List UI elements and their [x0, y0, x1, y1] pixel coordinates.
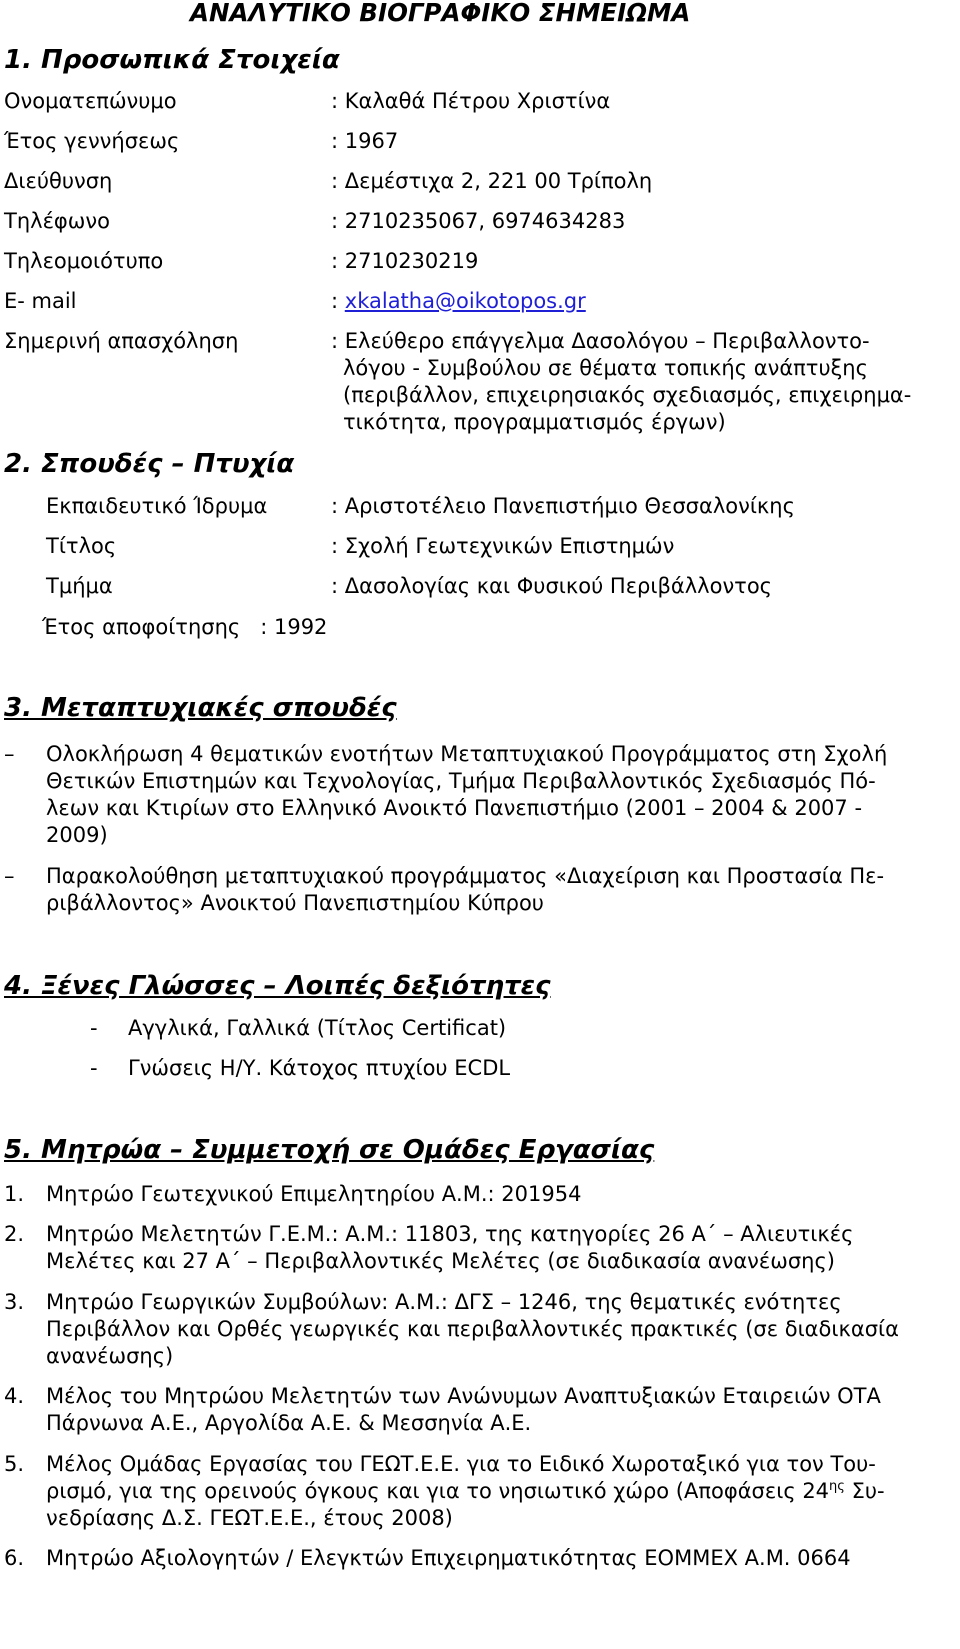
text-run: Συ- [844, 1479, 885, 1503]
list-item-text [46, 1383, 940, 1437]
email-prefix: : [331, 289, 345, 313]
text-line: ριβάλλοντος» Ανοικτού Πανεπιστημίου Κύπρου [46, 891, 544, 915]
email-link[interactable]: xkalatha@oikotopos.gr [344, 289, 586, 313]
field-label: Διεύθυνση [4, 169, 113, 193]
item-number: 2. [4, 1222, 25, 1246]
field-value [331, 288, 586, 315]
field-value [331, 328, 911, 436]
section-heading-registries [4, 1134, 654, 1166]
text-line: Περιβάλλον και Ορθές γεωργικές και περιβαλλοντικές πρακτικές (σε διαδικασία [46, 1317, 899, 1341]
item-number: 5. [4, 1452, 25, 1476]
text-line: Μητρώο Αξιολογητών / Ελεγκτών Επιχειρηματικότητας ΕΟΜΜΕΧ Α.Μ. 0664 [46, 1546, 851, 1570]
item-number: 6. [4, 1546, 25, 1570]
item-number: 4. [4, 1384, 25, 1408]
skill-text: Γνώσεις Η/Υ. Κάτοχος πτυχίου ECDL [128, 1056, 511, 1080]
text-line: Πάρνωνα Α.Ε., Αργολίδα Α.Ε. & Μεσσηνία Α.Ε. [46, 1411, 532, 1435]
list-item-text [46, 1181, 940, 1208]
occupation-line: : Ελεύθερο επάγγελμα Δασολόγου – Περιβαλλοντο- [331, 329, 870, 353]
field-label: Τηλέφωνο [4, 209, 110, 233]
dash-bullet: – [4, 742, 15, 766]
item-number: 3. [4, 1290, 25, 1314]
text-line: Ολοκλήρωση 4 θεματικών ενοτήτων Μεταπτυχιακού Προγράμματος στη Σχολή [46, 742, 888, 766]
list-item [4, 741, 940, 851]
section-heading-personal [4, 44, 340, 76]
section-heading-postgrad [4, 692, 397, 724]
field-value: : 2710235067, 6974634283 [331, 209, 626, 233]
list-item-text [46, 863, 936, 917]
text-line: Παρακολούθηση μεταπτυχιακού προγράμματος «Διαχείριση και Προστασία Πε- [46, 864, 885, 888]
section-heading-languages [4, 970, 551, 1002]
text-line: Μητρώο Γεωργικών Συμβούλων: Α.Μ.: ΔΓΣ – 1246, της θεματικές ενότητες [46, 1290, 842, 1314]
text-line: Μελέτες και 27 Α΄ – Περιβαλλοντικές Μελέτες (σε διαδικασία ανανέωσης) [46, 1249, 835, 1273]
dash-bullet: - [90, 1056, 98, 1080]
field-label: E- mail [4, 289, 77, 313]
skill-item [90, 1055, 510, 1082]
list-item-text [46, 1545, 940, 1572]
text-line: Μητρώο Μελετητών Γ.Ε.Μ.: Α.Μ.: 11803, της κατηγορίες 26 Α΄ – Αλιευτικές [46, 1222, 854, 1246]
list-item [4, 863, 940, 919]
field-label: Έτος γεννήσεως [4, 129, 180, 153]
field-label: Τμήμα [46, 574, 113, 598]
occupation-line: τικότητα, προγραμματισμός έργων) [343, 410, 726, 434]
text-line: λεων και Κτιρίων στο Ελληνικό Ανοικτό Πανεπιστήμιο (2001 – 2004 & 2007 - [46, 796, 863, 820]
text-line: ανανέωσης) [46, 1344, 174, 1368]
document-title: ΑΝΑΛΥΤΙΚΟ ΒΙΟΓΡΑΦΙΚΟ ΣΗΜΕΙΩΜΑ [190, 0, 691, 27]
field-label: Τηλεομοιότυπο [4, 249, 164, 273]
text-line: Μητρώο Γεωτεχνικού Επιμελητηρίου Α.Μ.: 201954 [46, 1182, 582, 1206]
field-label: Ονοματεπώνυμο [4, 89, 177, 113]
text-line: νεδρίασης Δ.Σ. ΓΕΩΤ.Ε.Ε., έτους 2008) [46, 1506, 453, 1530]
section-heading-text: 1. Προσωπικά Στοιχεία [4, 45, 340, 75]
skill-text: Αγγλικά, Γαλλικά (Τίτλος Certificat) [128, 1016, 507, 1040]
field-value: : 2710230219 [331, 249, 479, 273]
section-heading-text: 3. Μεταπτυχιακές σπουδές [4, 693, 397, 723]
skill-item [90, 1015, 506, 1042]
text-line: Θετικών Επιστημών και Τεχνολογίας, Τμήμα Περιβαλλοντικός Σχεδιασμός Πό- [46, 769, 876, 793]
dash-bullet: – [4, 864, 15, 888]
section-heading-text: 4. Ξένες Γλώσσες – Λοιπές δεξιότητες [4, 971, 551, 1001]
occupation-line: λόγου - Συμβούλου σε θέματα τοπικής ανάπτυξης [343, 356, 868, 380]
section-heading-studies [4, 448, 294, 480]
field-value: : Καλαθά Πέτρου Χριστίνα [331, 89, 611, 113]
text-line: Μέλος Ομάδας Εργασίας του ΓΕΩΤ.Ε.Ε. για το Ειδικό Χωροταξικό για τον Του- [46, 1452, 876, 1476]
text-line: Μέλος του Μητρώου Μελετητών των Ανώνυμων Αναπτυξιακών Εταιρειών ΟΤΑ [46, 1384, 881, 1408]
dash-bullet: - [90, 1016, 98, 1040]
field-value: : 1967 [331, 129, 399, 153]
text-run: ρισμό, για της ορεινούς όγκους και για το νησιωτικό χώρο (Αποφάσεις 24 [46, 1479, 830, 1503]
superscript: ης [829, 1479, 845, 1494]
field-label: Σημερινή απασχόληση [4, 329, 239, 353]
list-item-text [46, 1451, 940, 1532]
list-item-text [46, 1289, 940, 1370]
item-number: 1. [4, 1182, 25, 1206]
text-line [46, 1478, 940, 1505]
graduation-year: Έτος αποφοίτησης : 1992 [42, 615, 328, 639]
section-heading-text: 2. Σπουδές – Πτυχία [4, 449, 295, 479]
occupation-line: (περιβάλλον, επιχειρησιακός σχεδιασμός, επιχειρημα- [343, 383, 912, 407]
field-value: : Δασολογίας και Φυσικού Περιβάλλοντος [331, 574, 772, 598]
field-value: : Δεμέστιχα 2, 221 00 Τρίπολη [331, 169, 653, 193]
text-line: 2009) [46, 823, 108, 847]
field-value: : Σχολή Γεωτεχνικών Επιστημών [331, 534, 675, 558]
section-heading-text: 5. Μητρώα – Συμμετοχή σε Ομάδες Εργασίας [4, 1135, 655, 1165]
list-item-text [46, 741, 936, 849]
field-label: Τίτλος [46, 534, 117, 558]
field-label: Εκπαιδευτικό Ίδρυμα [46, 494, 268, 518]
field-value: : Αριστοτέλειο Πανεπιστήμιο Θεσσαλονίκης [331, 494, 795, 518]
list-item-text [46, 1221, 940, 1275]
